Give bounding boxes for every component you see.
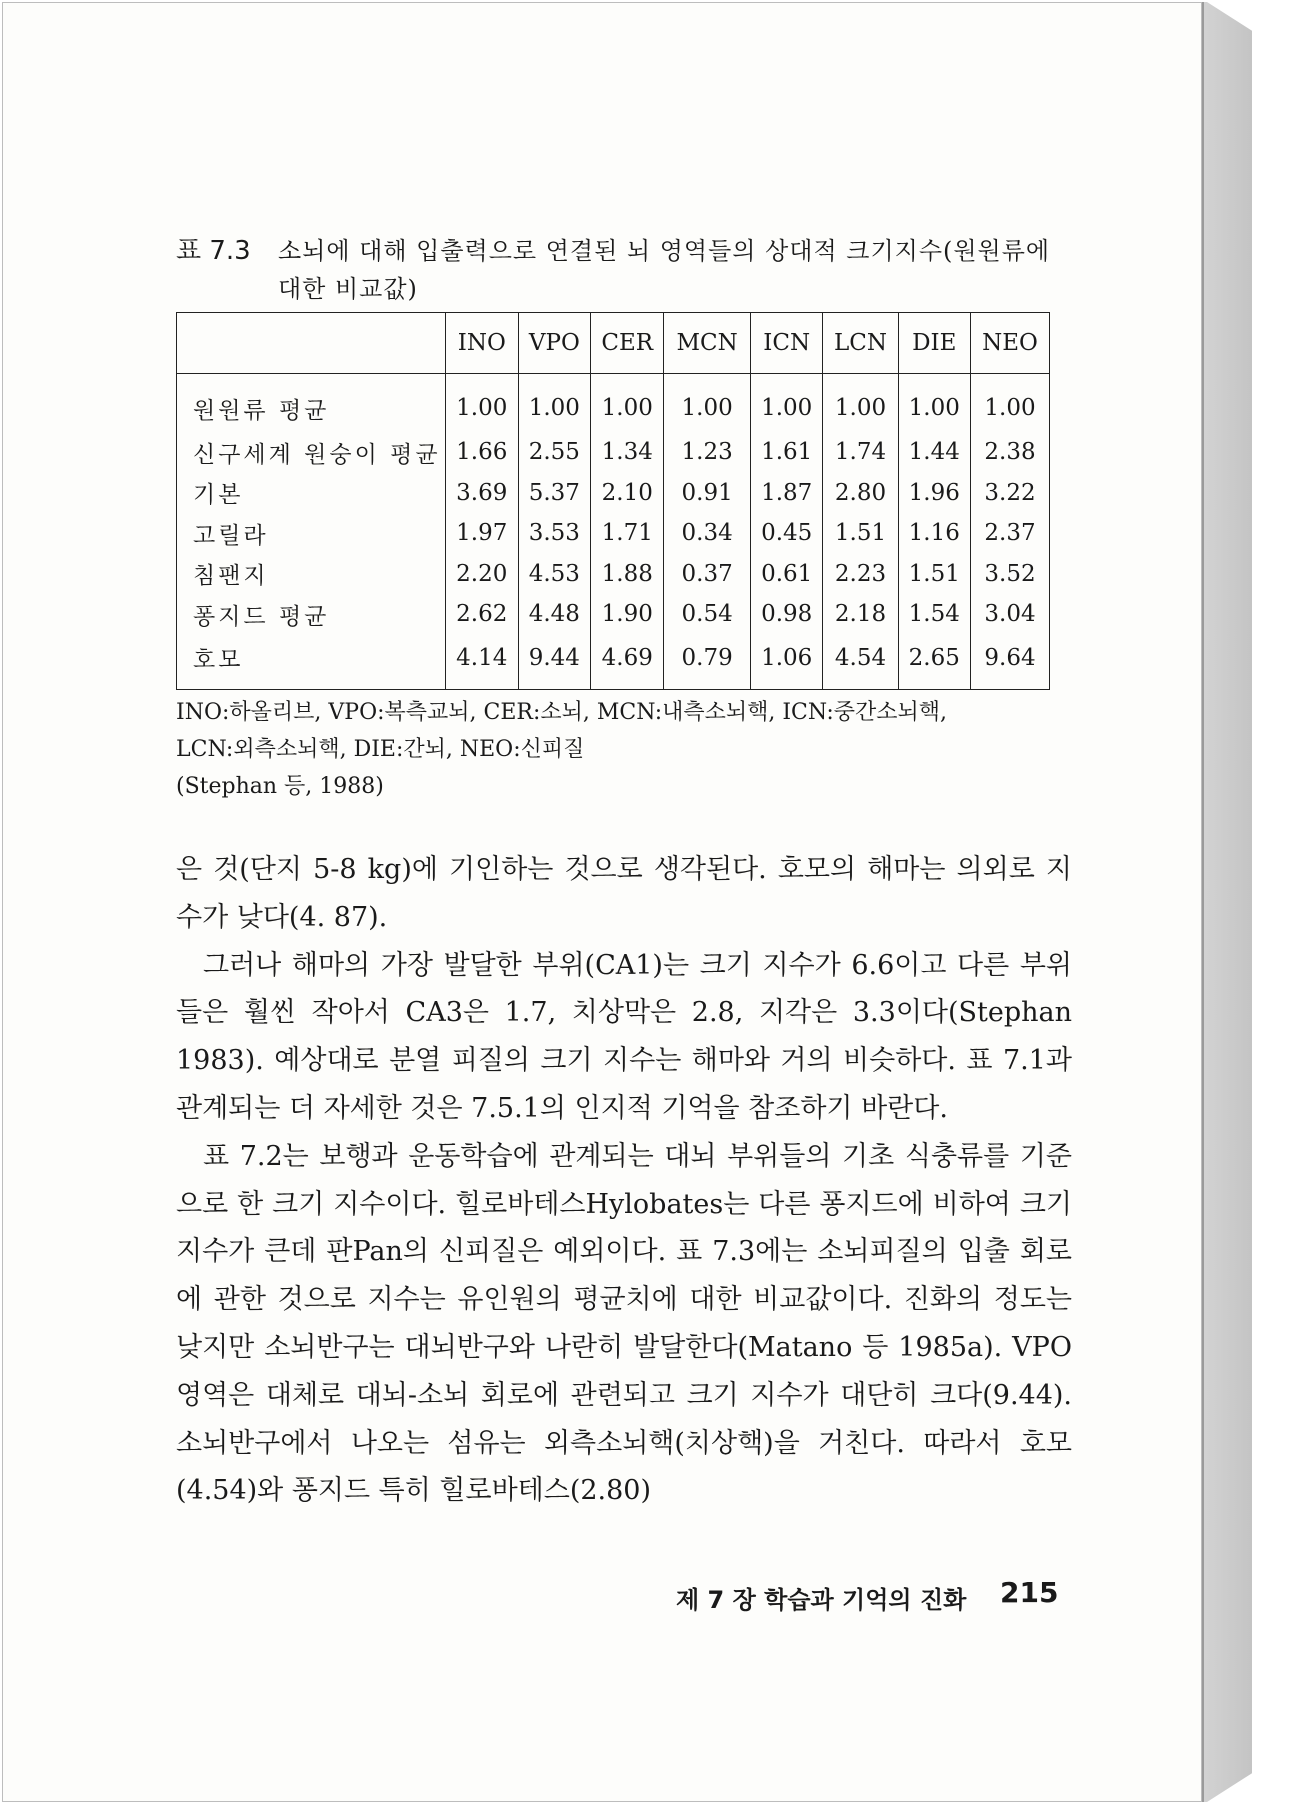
paragraph: 표 7.2는 보행과 운동학습에 관계되는 대뇌 부위들의 기초 식충류를 기준으로 한 크기 지수이다. 힐로바테스Hylobates는 다른 퐁지드에 비하여 크기 지수가 큰데 판Pan의 신피질은 예외이다. 표 7.3에는 소뇌피질의 입출 회로에 관한 것으로 지수는 유인원의 평균치에 대한 비교값이다. 진화의 정도는 낮지만 소뇌반구는 대뇌반구와 나란히 발달한다(Matano 등 1985a). VPO 영역은 대체로 대뇌-소뇌 회로에 관련되고 크기 지수가 대단히 크다(9.44). 소뇌반구에서 나오는 섬유는 외측소뇌핵(치상핵)을 거친다. 따라서 호모(4.54)와 퐁지드 특히 힐로바테스(2.80)	[176, 1140, 1072, 1507]
table-cell: 3.04	[971, 594, 1050, 635]
source-citation: (Stephan 등, 1988)	[176, 774, 384, 799]
column-header: CER	[591, 313, 664, 374]
table-cell: 1.74	[823, 432, 898, 473]
table-cell: 3.22	[971, 473, 1050, 514]
table-cell: 2.37	[971, 513, 1050, 554]
table-cell: 1.00	[518, 374, 591, 433]
table-cell: 4.69	[591, 635, 664, 690]
table-cell: 1.71	[591, 513, 664, 554]
table-cell: 2.55	[518, 432, 591, 473]
table-cell: 0.98	[750, 594, 823, 635]
table-cell: 2.18	[823, 594, 898, 635]
table-cell: 1.96	[898, 473, 971, 514]
table-cell: 1.44	[898, 432, 971, 473]
table-cell: 5.37	[518, 473, 591, 514]
table-caption	[176, 232, 1076, 308]
table-row	[177, 473, 1050, 514]
table-cell: 1.00	[750, 374, 823, 433]
page-number: 215	[1000, 1576, 1059, 1609]
page-stack-edge	[1202, 2, 1252, 1802]
table-cell: 1.66	[446, 432, 519, 473]
table-cell: 0.37	[664, 554, 751, 595]
table-row	[177, 432, 1050, 473]
table-cell: 3.52	[971, 554, 1050, 595]
table-cell: 1.06	[750, 635, 823, 690]
table-cell: 4.48	[518, 594, 591, 635]
table-cell: 0.54	[664, 594, 751, 635]
table-cell: 1.90	[591, 594, 664, 635]
table-cell: 1.54	[898, 594, 971, 635]
row-label: 침팬지	[177, 554, 446, 595]
table-cell: 0.45	[750, 513, 823, 554]
column-header: VPO	[518, 313, 591, 374]
header-blank-cell	[177, 313, 446, 374]
table-cell: 2.38	[971, 432, 1050, 473]
table-cell: 1.97	[446, 513, 519, 554]
row-label: 기본	[177, 473, 446, 514]
table-cell: 0.61	[750, 554, 823, 595]
row-label: 퐁지드 평균	[177, 594, 446, 635]
table-cell: 2.20	[446, 554, 519, 595]
table-cell: 1.34	[591, 432, 664, 473]
table-notes	[176, 694, 1076, 805]
table-cell: 2.23	[823, 554, 898, 595]
table-cell: 1.23	[664, 432, 751, 473]
table-cell: 1.87	[750, 473, 823, 514]
table-label: 표 7.3	[176, 236, 251, 266]
column-header: LCN	[823, 313, 898, 374]
table-cell: 4.53	[518, 554, 591, 595]
abbreviation-note: LCN:외측소뇌핵, DIE:간뇌, NEO:신피질	[176, 737, 585, 762]
row-label: 원원류 평균	[177, 374, 446, 433]
column-header: INO	[446, 313, 519, 374]
paragraph: 그러나 해마의 가장 발달한 부위(CA1)는 크기 지수가 6.6이고 다른 부위들은 훨씬 작아서 CA3은 1.7, 치상막은 2.8, 지각은 3.3이다(Stephan 1983). 예상대로 분열 피질의 크기 지수는 해마와 거의 비슷하다. 표 7.1과 관계되는 더 자세한 것은 7.5.1의 인지적 기억을 참조하기 바란다.	[176, 949, 1072, 1124]
row-label: 고릴라	[177, 513, 446, 554]
table-cell: 2.62	[446, 594, 519, 635]
row-label: 신구세계 원숭이 평균	[177, 432, 446, 473]
column-header: NEO	[971, 313, 1050, 374]
row-label: 호모	[177, 635, 446, 690]
table-cell: 4.54	[823, 635, 898, 690]
table-cell: 3.53	[518, 513, 591, 554]
column-header: DIE	[898, 313, 971, 374]
table-caption-text: 소뇌에 대해 입출력으로 연결된 뇌 영역들의 상대적 크기지수(원원류에 대한 비교값)	[278, 237, 1051, 303]
table-cell: 2.65	[898, 635, 971, 690]
table-cell: 1.00	[591, 374, 664, 433]
table-cell: 9.44	[518, 635, 591, 690]
table-row	[177, 635, 1050, 690]
table-cell: 1.88	[591, 554, 664, 595]
table-row	[177, 374, 1050, 433]
table-cell: 1.00	[898, 374, 971, 433]
table-cell: 1.00	[446, 374, 519, 433]
table-cell: 2.80	[823, 473, 898, 514]
table-cell: 3.69	[446, 473, 519, 514]
table-cell: 9.64	[971, 635, 1050, 690]
table-cell: 0.79	[664, 635, 751, 690]
table-cell: 1.61	[750, 432, 823, 473]
table-cell: 1.51	[898, 554, 971, 595]
table-row	[177, 594, 1050, 635]
table-cell: 4.14	[446, 635, 519, 690]
size-index-table	[176, 312, 1050, 690]
table-cell: 1.00	[664, 374, 751, 433]
table-cell: 1.00	[823, 374, 898, 433]
table-cell: 1.51	[823, 513, 898, 554]
table-row	[177, 554, 1050, 595]
table-cell: 0.34	[664, 513, 751, 554]
column-header: ICN	[750, 313, 823, 374]
table-cell: 1.16	[898, 513, 971, 554]
running-head: 제 7 장 학습과 기억의 진화	[676, 1586, 967, 1614]
table-header-row	[177, 313, 1050, 374]
table-cell: 0.91	[664, 473, 751, 514]
column-header: MCN	[664, 313, 751, 374]
abbreviation-note: INO:하올리브, VPO:복측교뇌, CER:소뇌, MCN:내측소뇌핵, ICN:중간소뇌핵,	[176, 700, 948, 725]
table-cell: 2.10	[591, 473, 664, 514]
table-row	[177, 513, 1050, 554]
page-edge-line	[1202, 2, 1204, 1802]
body-text	[176, 846, 1072, 1515]
table-cell: 1.00	[971, 374, 1050, 433]
paragraph: 은 것(단지 5-8 kg)에 기인하는 것으로 생각된다. 호모의 해마는 의외로 지수가 낮다(4. 87).	[176, 854, 1072, 933]
